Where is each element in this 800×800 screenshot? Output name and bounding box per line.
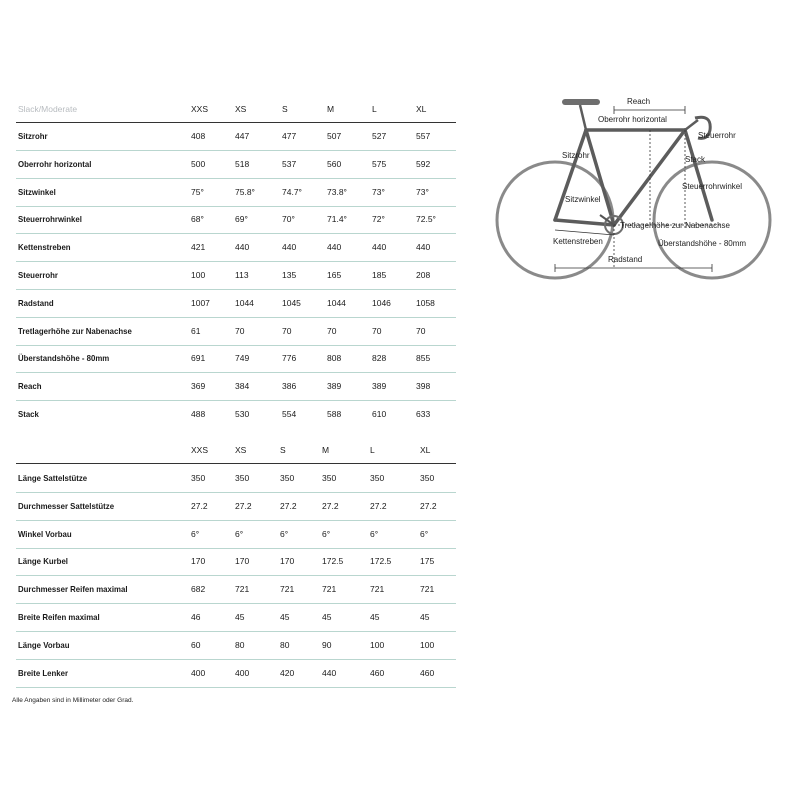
row-label: Tretlagerhöhe zur Nabenachse	[18, 325, 132, 336]
size-header: XS	[235, 445, 247, 455]
row-divider	[16, 687, 456, 688]
table-cell: 6°	[322, 528, 331, 539]
table-cell: 1046	[372, 297, 391, 308]
table-cell: 776	[282, 353, 297, 364]
row-label: Steuerrohrwinkel	[18, 214, 82, 225]
table-cell: 71.4°	[327, 214, 347, 225]
table-cell: 384	[235, 381, 250, 392]
table-cell: 90	[322, 639, 332, 650]
table-cell: 855	[416, 353, 431, 364]
size-header: L	[370, 445, 375, 455]
table-cell: 45	[370, 612, 380, 622]
table-cell: 389	[372, 381, 387, 392]
table-cell: 172.5	[370, 556, 392, 567]
table-cell: 682	[191, 584, 206, 595]
table-cell: 721	[235, 584, 250, 595]
row-label: Steuerrohr	[18, 270, 58, 280]
size-header: M	[322, 445, 330, 455]
table-cell: 172.5	[322, 556, 344, 567]
size-header: XXS	[191, 104, 209, 114]
table-cell: 45	[420, 612, 430, 622]
label-radstand: Radstand	[608, 255, 643, 264]
table-cell: 500	[191, 158, 206, 169]
row-label: Sitzwinkel	[18, 186, 56, 197]
table-cell: 721	[370, 584, 385, 595]
table-cell: 6°	[370, 528, 379, 539]
row-label: Stack	[18, 409, 39, 419]
table-cell: 610	[372, 409, 387, 419]
table-cell: 74.7°	[282, 186, 302, 197]
table-cell: 721	[322, 584, 337, 595]
table-cell: 72.5°	[416, 214, 436, 225]
table-cell: 440	[235, 242, 250, 253]
table-cell: 588	[327, 409, 342, 419]
table-title: Slack/Moderate	[18, 104, 78, 114]
table-cell: 6°	[235, 528, 244, 539]
row-divider	[16, 150, 456, 151]
row-label: Länge Sattelstütze	[18, 473, 88, 483]
table-cell: 100	[370, 639, 385, 650]
row-divider	[16, 345, 456, 346]
table-cell: 113	[235, 270, 249, 280]
row-label: Radstand	[18, 297, 54, 308]
row-label: Durchmesser Sattelstütze	[18, 500, 115, 511]
table-cell: 1044	[235, 297, 254, 308]
table-cell: 537	[282, 158, 297, 169]
table-cell: 350	[280, 473, 295, 483]
table-cell: 808	[327, 353, 342, 364]
table-cell: 68°	[191, 214, 204, 225]
stem	[685, 120, 698, 130]
table-cell: 1058	[416, 297, 435, 308]
table-cell: 73.8°	[327, 186, 347, 197]
table-cell: 70	[235, 325, 245, 336]
header-divider	[16, 463, 456, 464]
label-stack: Stack	[685, 155, 706, 164]
table-cell: 400	[191, 667, 206, 678]
row-divider	[16, 603, 456, 604]
row-divider	[16, 233, 456, 234]
table-cell: 592	[416, 158, 431, 169]
table-cell: 557	[416, 131, 431, 141]
row-label: Winkel Vorbau	[18, 528, 72, 539]
table-cell: 398	[416, 381, 431, 392]
label-oberrohr: Oberrohr horizontal	[598, 115, 667, 124]
table-cell: 560	[327, 158, 342, 169]
table-cell: 170	[235, 556, 250, 567]
table-cell: 421	[191, 242, 206, 253]
table-cell: 749	[235, 353, 250, 364]
row-label: Überstandshöhe - 80mm	[18, 353, 110, 364]
table-cell: 440	[327, 242, 342, 253]
row-label: Länge Kurbel	[18, 556, 68, 567]
row-divider	[16, 575, 456, 576]
table-cell: 633	[416, 409, 431, 419]
table-cell: 75.8°	[235, 186, 255, 197]
table-cell: 185	[372, 270, 387, 280]
table-cell: 350	[370, 473, 385, 483]
table-cell: 73°	[372, 186, 385, 197]
table-cell: 527	[372, 131, 387, 141]
table-cell: 170	[191, 556, 206, 567]
row-divider	[16, 492, 456, 493]
table-cell: 27.2	[235, 500, 252, 511]
table-cell: 440	[282, 242, 297, 253]
table-cell: 460	[370, 667, 385, 678]
table-cell: 477	[282, 131, 297, 141]
table-cell: 691	[191, 353, 206, 364]
row-divider	[16, 206, 456, 207]
table-cell: 420	[280, 667, 295, 678]
size-header: M	[327, 104, 335, 114]
table-cell: 75°	[191, 186, 204, 197]
label-ueberstand: Überstandshöhe - 80mm	[658, 239, 747, 248]
table-cell: 1045	[282, 297, 301, 308]
row-divider	[16, 178, 456, 179]
label-reach: Reach	[627, 97, 651, 106]
size-header: L	[372, 104, 377, 114]
table-cell: 80	[280, 639, 290, 650]
table-cell: 45	[235, 612, 245, 622]
row-label: Kettenstreben	[18, 242, 71, 253]
table-cell: 175	[420, 556, 435, 567]
row-label: Länge Vorbau	[18, 639, 70, 650]
row-label: Sitzrohr	[18, 131, 48, 141]
table-cell: 828	[372, 353, 387, 364]
size-header: XL	[420, 445, 431, 455]
table-cell: 408	[191, 131, 206, 141]
row-divider	[16, 317, 456, 318]
table-cell: 350	[235, 473, 250, 483]
table-cell: 208	[416, 270, 431, 280]
row-divider	[16, 631, 456, 632]
table-cell: 447	[235, 131, 250, 141]
table-cell: 386	[282, 381, 297, 392]
size-header: S	[280, 445, 286, 455]
size-header: XS	[235, 104, 247, 114]
table-cell: 350	[191, 473, 206, 483]
table-cell: 1044	[327, 297, 346, 308]
table-cell: 61	[191, 325, 201, 336]
table-cell: 27.2	[191, 500, 208, 511]
table-cell: 60	[191, 639, 201, 650]
label-sitzwinkel: Sitzwinkel	[565, 195, 601, 204]
table-cell: 80	[235, 639, 245, 650]
table-cell: 350	[322, 473, 337, 483]
row-label: Durchmesser Reifen maximal	[18, 584, 128, 595]
table-cell: 45	[322, 612, 332, 622]
table-cell: 27.2	[370, 500, 387, 511]
row-divider	[16, 548, 456, 549]
table-cell: 27.2	[280, 500, 297, 511]
table-cell: 530	[235, 409, 250, 419]
table-cell: 507	[327, 131, 342, 141]
size-header: S	[282, 104, 288, 114]
label-steuerrohr: Steuerrohr	[698, 131, 736, 140]
table-cell: 135	[282, 270, 297, 280]
table-cell: 350	[420, 473, 435, 483]
seatpost	[580, 105, 586, 130]
label-sitzrohr: Sitzrohr	[562, 151, 590, 160]
table-cell: 46	[191, 612, 201, 622]
table-cell: 721	[420, 584, 435, 595]
row-divider	[16, 289, 456, 290]
label-kettenstreben: Kettenstreben	[553, 237, 603, 246]
row-divider	[16, 400, 456, 401]
table-cell: 165	[327, 270, 342, 280]
size-header: XXS	[191, 445, 209, 455]
label-tretlager: Tretlagerhöhe zur Nabenachse	[620, 221, 730, 230]
row-divider	[16, 372, 456, 373]
table-cell: 70°	[282, 214, 295, 225]
table-cell: 440	[416, 242, 431, 253]
table-cell: 1007	[191, 297, 210, 308]
row-label: Oberrohr horizontal	[18, 158, 92, 169]
label-steuerrohrwinkel: Steuerrohrwinkel	[682, 182, 743, 191]
row-divider	[16, 520, 456, 521]
table-cell: 369	[191, 381, 206, 392]
table-cell: 70	[327, 325, 337, 336]
table-cell: 45	[280, 612, 290, 622]
table-cell: 69°	[235, 214, 248, 225]
table-cell: 440	[372, 242, 387, 253]
frame	[555, 130, 712, 225]
table-cell: 488	[191, 409, 206, 419]
table-cell: 6°	[420, 528, 429, 539]
row-label: Breite Reifen maximal	[18, 612, 100, 622]
footnote: Alle Angaben sind in Millimeter oder Grad.	[12, 697, 134, 704]
table-cell: 400	[235, 667, 250, 678]
table-cell: 27.2	[420, 500, 437, 511]
table-cell: 518	[235, 158, 250, 169]
table-cell: 70	[416, 325, 426, 336]
table-cell: 6°	[191, 528, 200, 539]
table-cell: 460	[420, 667, 435, 678]
table-cell: 575	[372, 158, 387, 169]
table-cell: 721	[280, 584, 295, 595]
table-cell: 100	[191, 270, 206, 280]
table-cell: 170	[280, 556, 295, 567]
row-label: Breite Lenker	[18, 667, 68, 678]
table-cell: 70	[372, 325, 382, 336]
table-cell: 72°	[372, 214, 385, 225]
header-divider	[16, 122, 456, 123]
bike-geometry-diagram	[490, 90, 780, 280]
table-cell: 73°	[416, 186, 429, 197]
table-cell: 440	[322, 667, 337, 678]
saddle	[562, 99, 600, 105]
row-divider	[16, 261, 456, 262]
size-header: XL	[416, 104, 427, 114]
table-cell: 389	[327, 381, 342, 392]
row-label: Reach	[18, 381, 42, 392]
table-cell: 6°	[280, 528, 289, 539]
table-cell: 27.2	[322, 500, 339, 511]
row-divider	[16, 659, 456, 660]
table-cell: 554	[282, 409, 297, 419]
table-cell: 70	[282, 325, 292, 336]
table-cell: 100	[420, 639, 435, 650]
